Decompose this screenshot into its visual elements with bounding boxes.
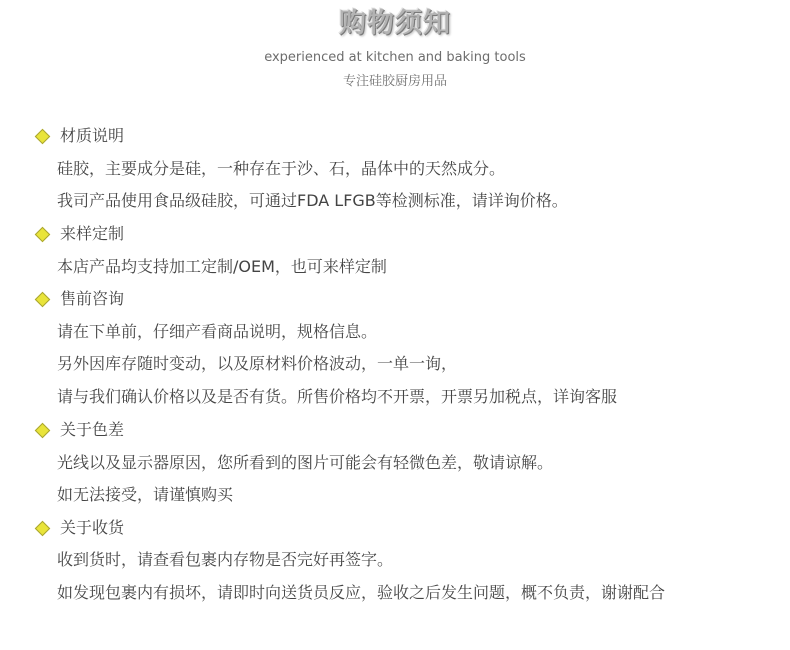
section-line: 如无法接受，请谨慎购买 xyxy=(57,485,234,504)
diamond-bullet-icon xyxy=(35,520,51,536)
section-title: 售前咨询 xyxy=(60,289,125,308)
diamond-bullet-icon xyxy=(35,291,51,307)
section-line: 我司产品使用食品级硅胶，可通过FDA LFGB等检测标准，请详询价格。 xyxy=(57,191,568,210)
section-line: 另外因库存随时变动，以及原材料价格波动，一单一询， xyxy=(57,354,458,373)
section-title: 关于收货 xyxy=(60,518,125,537)
section-title: 来样定制 xyxy=(60,224,125,243)
section-heading-color-difference xyxy=(35,418,124,442)
section-line: 请与我们确认价格以及是否有货。所售价格均不开票，开票另加税点，详询客服 xyxy=(57,387,618,406)
section-title: 关于色差 xyxy=(60,420,125,439)
section-heading-presale xyxy=(35,287,124,311)
section-line: 本店产品均支持加工定制/OEM，也可来样定制 xyxy=(57,257,387,276)
diamond-bullet-icon xyxy=(35,422,51,438)
section-line: 收到货时，请查看包裹内存物是否完好再签字。 xyxy=(57,550,394,569)
subtitle-chinese: 专注硅胶厨房用品 xyxy=(342,74,447,89)
subtitle-english: experienced at kitchen and baking tools xyxy=(264,50,526,65)
section-heading-receipt xyxy=(35,516,124,540)
section-heading-material xyxy=(35,124,124,148)
section-line: 硅胶，主要成分是硅，一种存在于沙、石，晶体中的天然成分。 xyxy=(57,159,506,178)
page-title: 购物须知 xyxy=(339,8,451,39)
section-title: 材质说明 xyxy=(60,126,125,145)
section-heading-custom xyxy=(35,222,124,246)
diamond-bullet-icon xyxy=(35,128,51,144)
section-line: 光线以及显示器原因，您所看到的图片可能会有轻微色差，敬请谅解。 xyxy=(57,453,554,472)
section-line: 如发现包裹内有损坏，请即时向送货员反应，验收之后发生问题，概不负责，谢谢配合 xyxy=(57,583,666,602)
diamond-bullet-icon xyxy=(35,226,51,242)
section-line: 请在下单前，仔细产看商品说明，规格信息。 xyxy=(57,322,378,341)
